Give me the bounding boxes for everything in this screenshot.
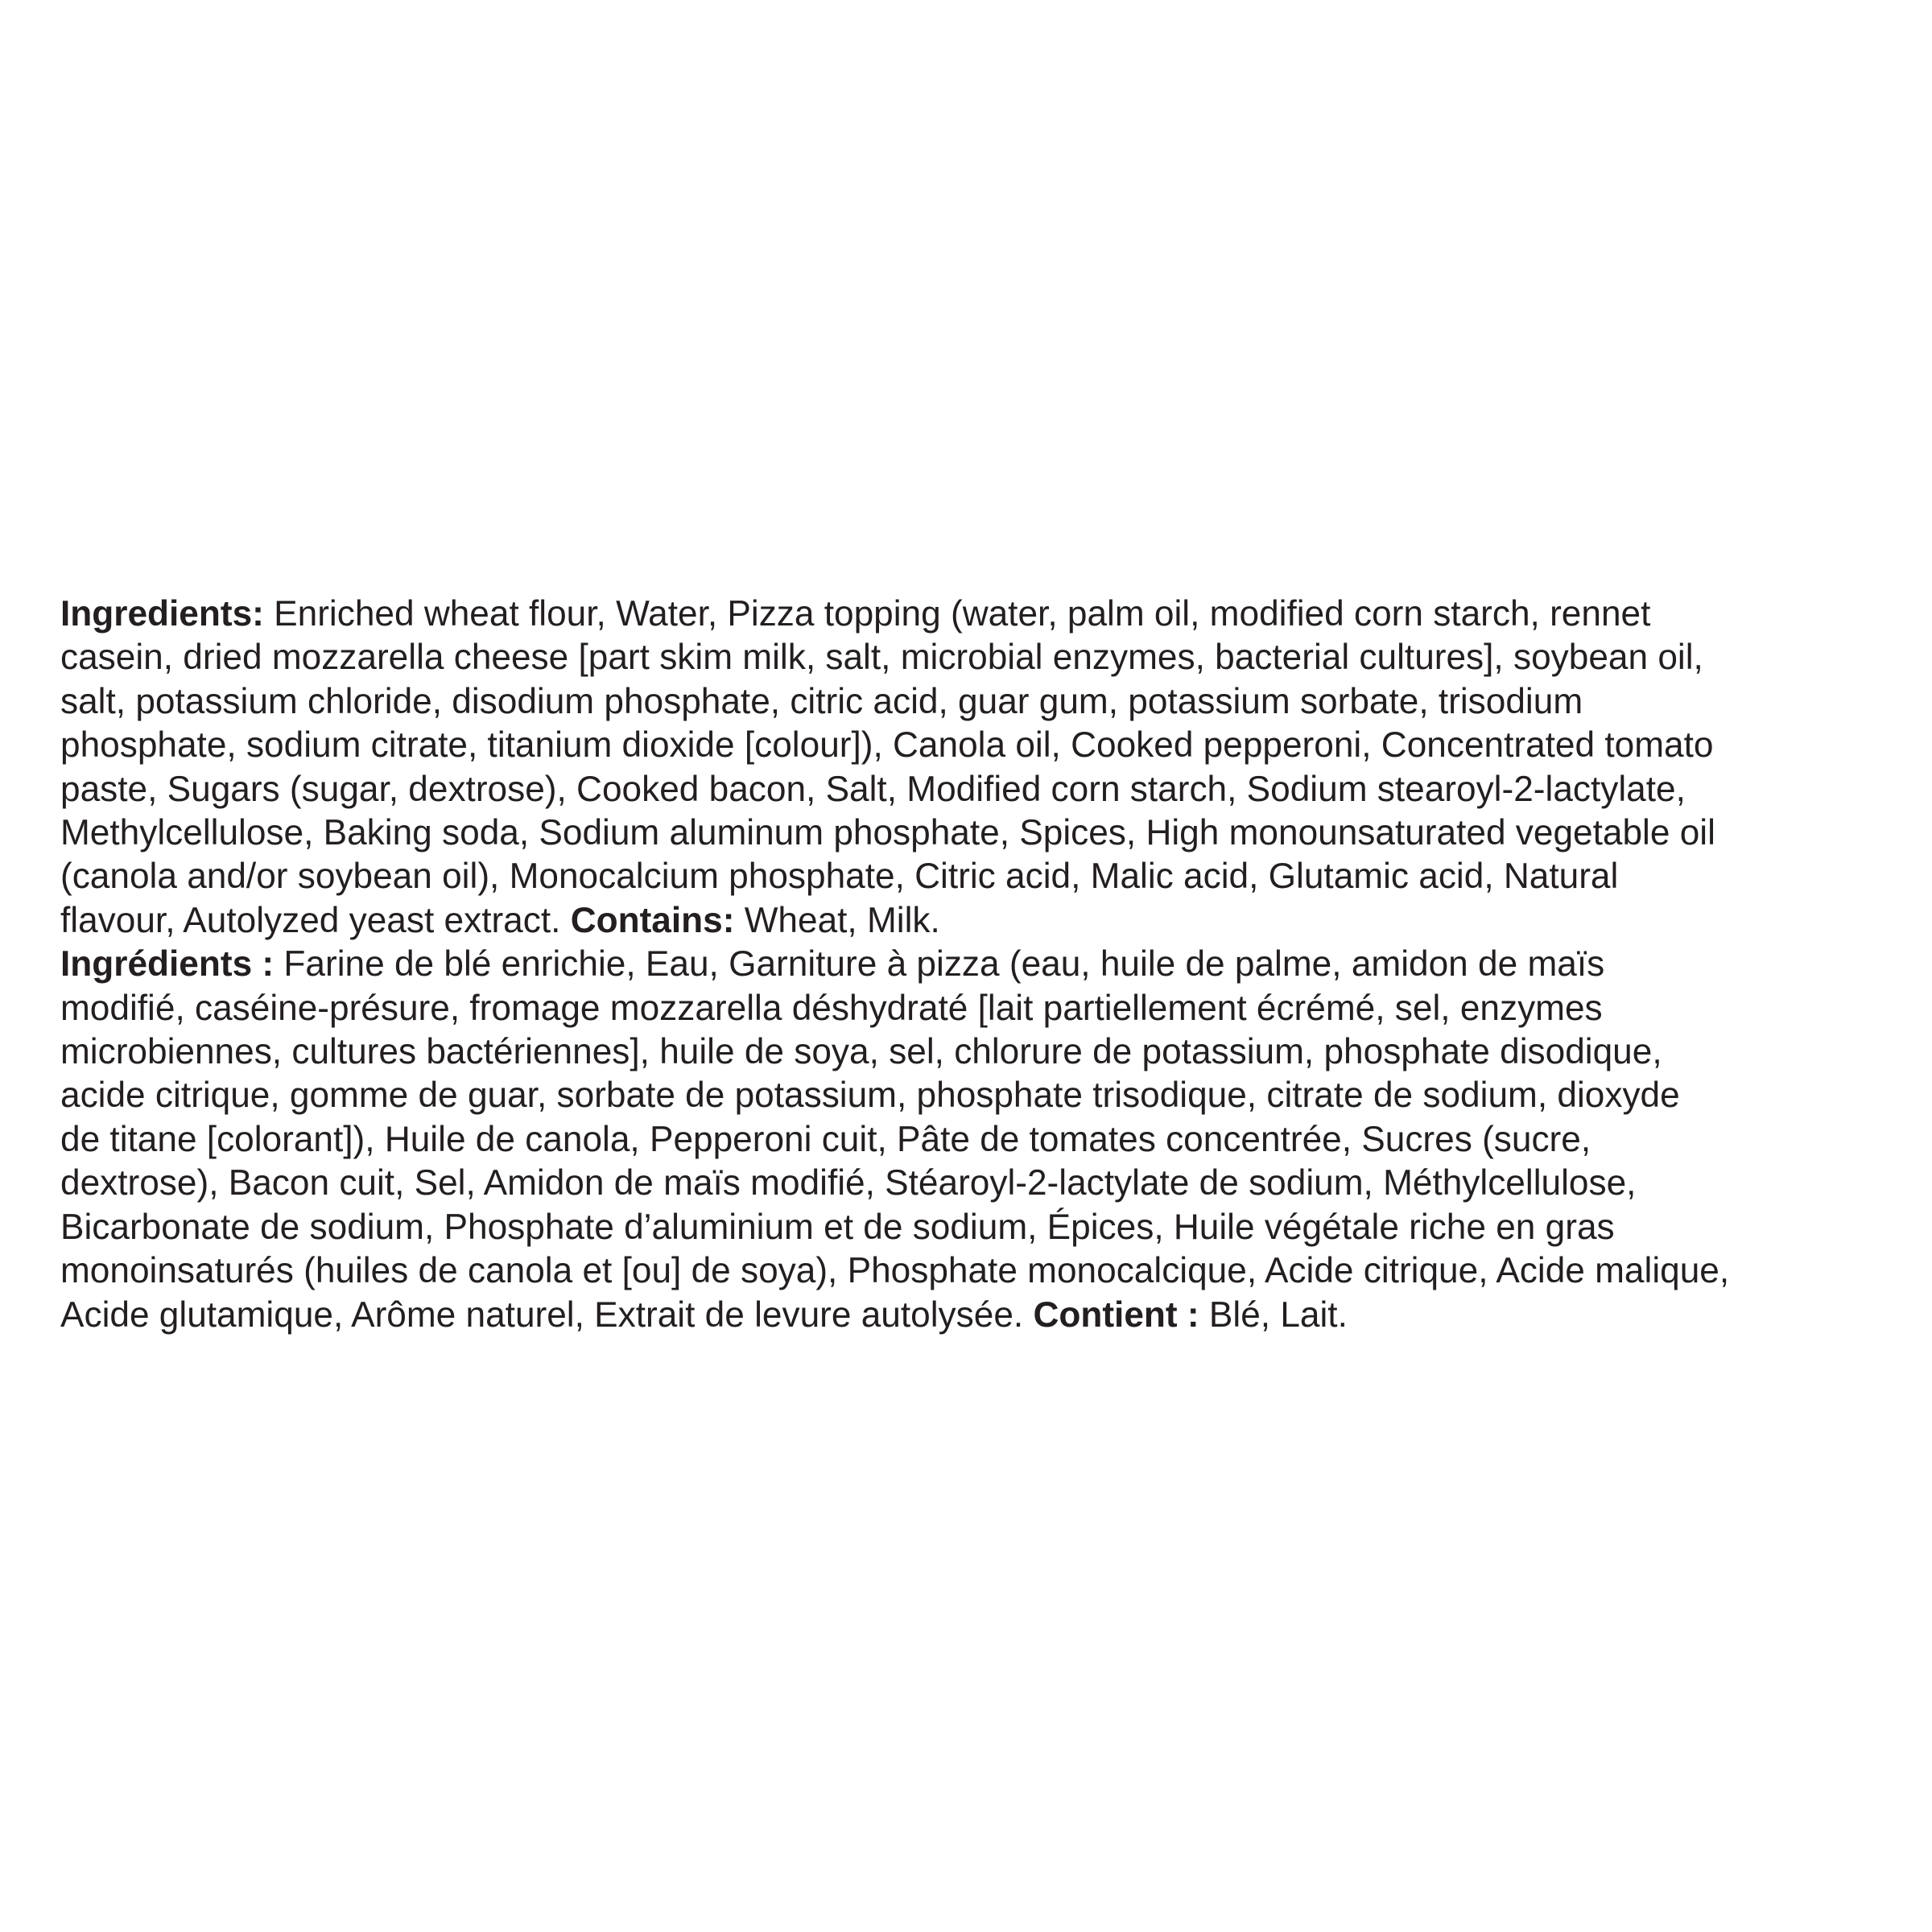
ingredients-line: casein, dried mozzarella cheese [part skim milk, salt, microbial enzymes, bacterial cultures], soybean oil, [60, 638, 1703, 678]
ingredients-line: modifié, caséine-présure, fromage mozzarella déshydraté [lait partiellement écrémé, sel, enzymes [60, 988, 1603, 1028]
ingredients-line: phosphate, sodium citrate, titanium dioxide [colour]), Canola oil, Cooked pepperoni, Concentrated tomato [60, 725, 1714, 766]
contains-label-en: Contains: [570, 900, 735, 940]
ingredients-line: salt, potassium chloride, disodium phosphate, citric acid, guar gum, potassium sorbate, trisodium [60, 681, 1583, 721]
ingredients-line: Bicarbonate de sodium, Phosphate d’aluminium et de sodium, Épices, Huile végétale riche en gras [60, 1207, 1615, 1247]
ingredients-text: Farine de blé enrichie, Eau, Garniture à pizza (eau, huile de palme, amidon de maïs [274, 944, 1605, 985]
contains-label-fr: Contient : [1033, 1294, 1199, 1335]
ingredients-line: dextrose), Bacon cuit, Sel, Amidon de maïs modifié, Stéaroyl-2-lactylate de sodium, Méthylcellulose, [60, 1163, 1637, 1203]
contains-value-en: Wheat, Milk. [734, 900, 940, 940]
ingredients-text: flavour, Autolyzed yeast extract. [60, 900, 571, 940]
ingredients-line: microbiennes, cultures bactériennes], huile de soya, sel, chlorure de potassium, phosphate disodique, [60, 1032, 1662, 1072]
ingredients-heading-en: Ingredients: [60, 594, 264, 634]
ingredients-panel [60, 592, 1904, 1337]
ingredients-line: (canola and/or soybean oil), Monocalcium phosphate, Citric acid, Malic acid, Glutamic acid, Natural [60, 857, 1619, 897]
ingredients-line [60, 1294, 1904, 1337]
contains-value-fr: Blé, Lait. [1199, 1294, 1348, 1335]
ingredients-heading-fr: Ingrédients : [60, 944, 275, 985]
ingredients-line: paste, Sugars (sugar, dextrose), Cooked bacon, Salt, Modified corn starch, Sodium stearoyl-2-lactylate, [60, 769, 1686, 809]
ingredients-line: monoinsaturés (huiles de canola et [ou] de soya), Phosphate monocalcique, Acide citrique, Acide malique, [60, 1251, 1730, 1291]
ingredients-line [60, 943, 1904, 986]
ingredients-line [60, 899, 1904, 943]
ingredients-line: Methylcellulose, Baking soda, Sodium aluminum phosphate, Spices, High monounsaturated vegetable oil [60, 813, 1715, 853]
ingredients-line: de titane [colorant]), Huile de canola, Pepperoni cuit, Pâte de tomates concentrée, Sucres (sucre, [60, 1119, 1591, 1159]
ingredients-french [60, 943, 1904, 1337]
ingredients-line [60, 592, 1904, 636]
ingredients-text: Enriched wheat flour, Water, Pizza topping (water, palm oil, modified corn starch, rennet [263, 594, 1651, 634]
ingredients-line: acide citrique, gomme de guar, sorbate de potassium, phosphate trisodique, citrate de sodium, dioxyde [60, 1075, 1680, 1116]
ingredients-text: Acide glutamique, Arôme naturel, Extrait de levure autolysée. [60, 1294, 1034, 1335]
ingredients-english [60, 592, 1904, 943]
